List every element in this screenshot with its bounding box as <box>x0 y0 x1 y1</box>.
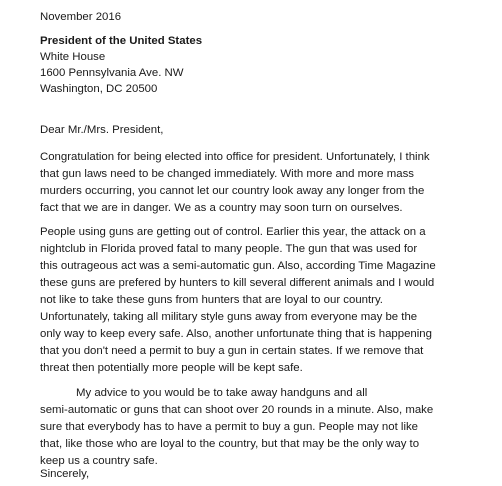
paragraph-line: nightclub in Florida proved fatal to many people. The gun that was used for <box>40 243 418 255</box>
recipient-org: White House <box>40 51 106 63</box>
salutation: Dear Mr./Mrs. President, <box>40 124 164 136</box>
paragraph-line: My advice to you would be to take away handguns and all <box>76 387 368 399</box>
paragraph-line: Congratulation for being elected into office for president. Unfortunately, I think <box>40 151 430 163</box>
paragraph-line: not like to take these guns from hunters that are loyal to our country. <box>40 294 383 306</box>
closing: Sincerely, <box>40 468 90 480</box>
recipient-street: 1600 Pennsylvania Ave. NW <box>40 67 184 79</box>
recipient-city: Washington, DC 20500 <box>40 83 158 95</box>
paragraph-line: these guns are prefered by hunters to kill several different animals and I would <box>40 277 435 289</box>
recipient-name: President of the United States <box>40 35 203 47</box>
paragraph-line: that you don't need a permit to buy a gun in certain states. If we remove that <box>40 345 424 357</box>
paragraph-line: keep us a country safe. <box>40 455 158 467</box>
paragraph-line: sure that everybody has to have a permit to buy a gun. People may not like <box>40 421 419 433</box>
letter-date: November 2016 <box>40 11 122 23</box>
paragraph-line: fact that we are in danger. We as a country may soon turn on ourselves. <box>40 202 403 214</box>
paragraph-line: that, like those who are loyal to the country, but that may be the only way to <box>40 438 420 450</box>
paragraph-line: People using guns are getting out of control. Earlier this year, the attack on a <box>40 226 426 238</box>
paragraph-line: that gun laws need to be changed immediately. With more and more mass <box>40 168 414 180</box>
paragraph-line: threat then potentially more people will be kept safe. <box>40 362 303 374</box>
paragraph-line: Unfortunately, taking all military style guns away from everyone may be the <box>40 311 418 323</box>
paragraph-line: only way to keep every safe. Also, another unfortunate thing that is happening <box>40 328 432 340</box>
paragraph-line: semi-automatic or guns that can shoot over 20 rounds in a minute. Also, make <box>40 404 434 416</box>
paragraph-line: murders occurring, you cannot let our country look away any longer from the <box>40 185 425 197</box>
paragraph-line: this outrageous act was a semi-automatic gun. Also, according Time Magazine <box>40 260 436 272</box>
